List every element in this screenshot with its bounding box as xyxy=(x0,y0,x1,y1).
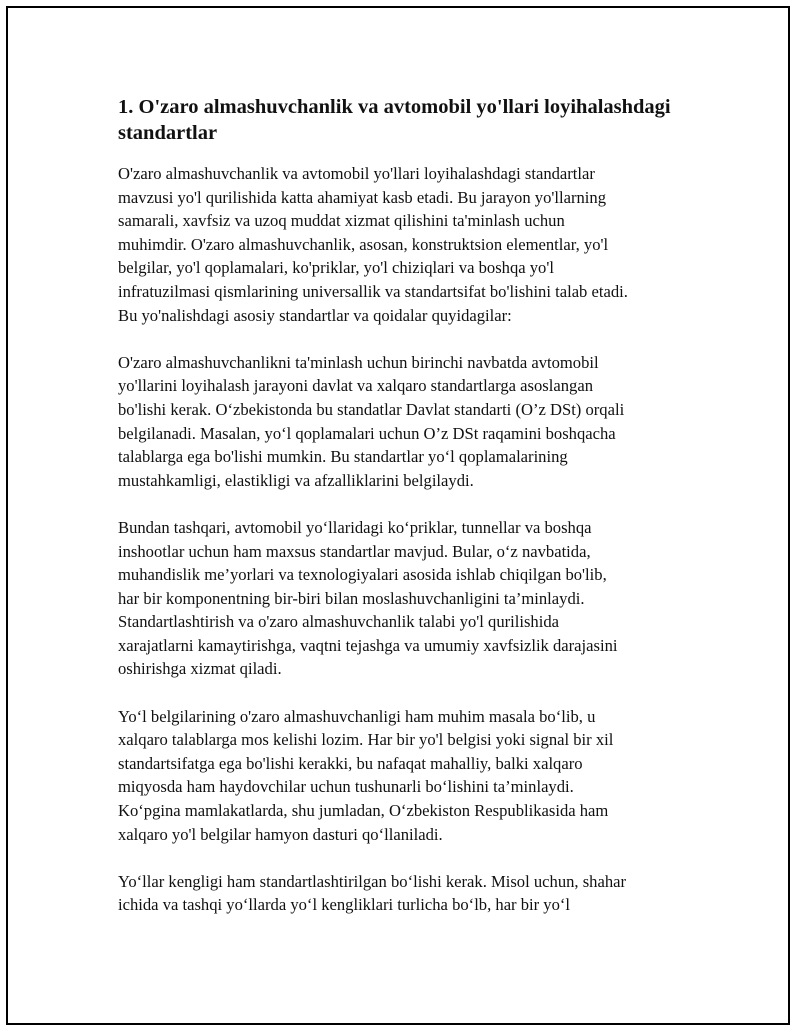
text-line: Standartlashtirish va o'zaro almashuvchanlik talabi yo'l qurilishida xyxy=(118,612,559,632)
document-body xyxy=(110,94,700,941)
text-line: mustahkamligi, elastikligi va afzalliklarini belgilaydi. xyxy=(118,470,474,490)
text-line: miqyosda ham haydovchilar uchun tushunarli bo‘lishini ta’minlaydi. xyxy=(118,777,574,797)
text-line: mavzusi yo'l qurilishida katta ahamiyat kasb etadi. Bu jarayon yo'llarning xyxy=(118,187,607,207)
document-title xyxy=(110,94,700,146)
text-line: O'zaro almashuvchanlikni ta'minlash uchun birinchi navbatda avtomobil xyxy=(118,352,599,372)
text-line: Bundan tashqari, avtomobil yo‘llaridagi ko‘priklar, tunnellar va boshqa xyxy=(118,517,592,537)
text-line: muhandislik me’yorlari va texnologiyalari asosida ishlab chiqilgan bo'lib, xyxy=(118,565,607,585)
text-line: bo'lishi kerak. O‘zbekistonda bu standatlar Davlat standarti (O’z DSt) orqali xyxy=(118,399,625,419)
text-line: belgilanadi. Masalan, yo‘l qoplamalari uchun O’z DSt raqamini boshqacha xyxy=(118,423,616,443)
text-line: muhimdir. O'zaro almashuvchanlik, asosan, konstruktsion elementlar, yo'l xyxy=(118,234,609,254)
text-line: infratuzilmasi qismlarining universallik va standartsifat bo'lishini talab etadi. xyxy=(118,281,628,301)
text-line: Yo‘llar kengligi ham standartlashtirilgan bo‘lishi kerak. Misol uchun, shahar xyxy=(118,871,627,891)
paragraph-4 xyxy=(110,705,700,847)
text-line: xalqaro yo'l belgilar hamyon dasturi qo‘llaniladi. xyxy=(118,824,443,844)
title-line: standartlar xyxy=(118,122,218,144)
text-line: O'zaro almashuvchanlik va avtomobil yo'llari loyihalashdagi standartlar xyxy=(118,164,595,183)
paragraph-5 xyxy=(110,870,700,917)
text-line: yo'llarini loyihalash jarayoni davlat va xalqaro standartlarga asoslangan xyxy=(118,376,593,396)
text-line: ichida va tashqi yo‘llarda yo‘l kengliklari turlicha bo‘lb, har bir yo‘l xyxy=(118,895,571,915)
text-line: belgilar, yo'l qoplamalari, ko'priklar, yo'l chiziqlari va boshqa yo'l xyxy=(118,258,554,278)
text-line: Yo‘l belgilarining o'zaro almashuvchanligi ham muhim masala bo‘lib, u xyxy=(118,706,596,726)
paragraph-2 xyxy=(110,351,700,493)
text-line: inshootlar uchun ham maxsus standartlar mavjud. Bular, o‘z navbatida, xyxy=(118,541,591,561)
text-line: talablarga ega bo'lishi mumkin. Bu standartlar yo‘l qoplamalarining xyxy=(118,447,568,467)
text-line: har bir komponentning bir-biri bilan moslashuvchanligini ta’minlaydi. xyxy=(118,588,585,608)
paragraph-3 xyxy=(110,516,700,681)
text-line: Bu yo'nalishdagi asosiy standartlar va qoidalar quyidagilar: xyxy=(118,305,512,325)
paragraph-1 xyxy=(110,162,700,327)
text-line: standartsifatga ega bo'lishi kerakki, bu nafaqat mahalliy, balki xalqaro xyxy=(118,753,583,773)
title-line: 1. O'zaro almashuvchanlik va avtomobil yo'llari loyihalashdagi xyxy=(118,96,671,118)
text-line: Ko‘pgina mamlakatlarda, shu jumladan, O‘zbekiston Respublikasida ham xyxy=(118,801,609,821)
text-line: xarajatlarni kamaytirishga, vaqtni tejashga va umumiy xavfsizlik darajasini xyxy=(118,635,618,655)
text-line: xalqaro talablarga mos kelishi lozim. Har bir yo'l belgisi yoki signal bir xil xyxy=(118,730,614,750)
text-line: samarali, xavfsiz va uzoq muddat xizmat qilishini ta'minlash uchun xyxy=(118,211,565,231)
text-line: oshirishga xizmat qiladi. xyxy=(118,659,282,679)
